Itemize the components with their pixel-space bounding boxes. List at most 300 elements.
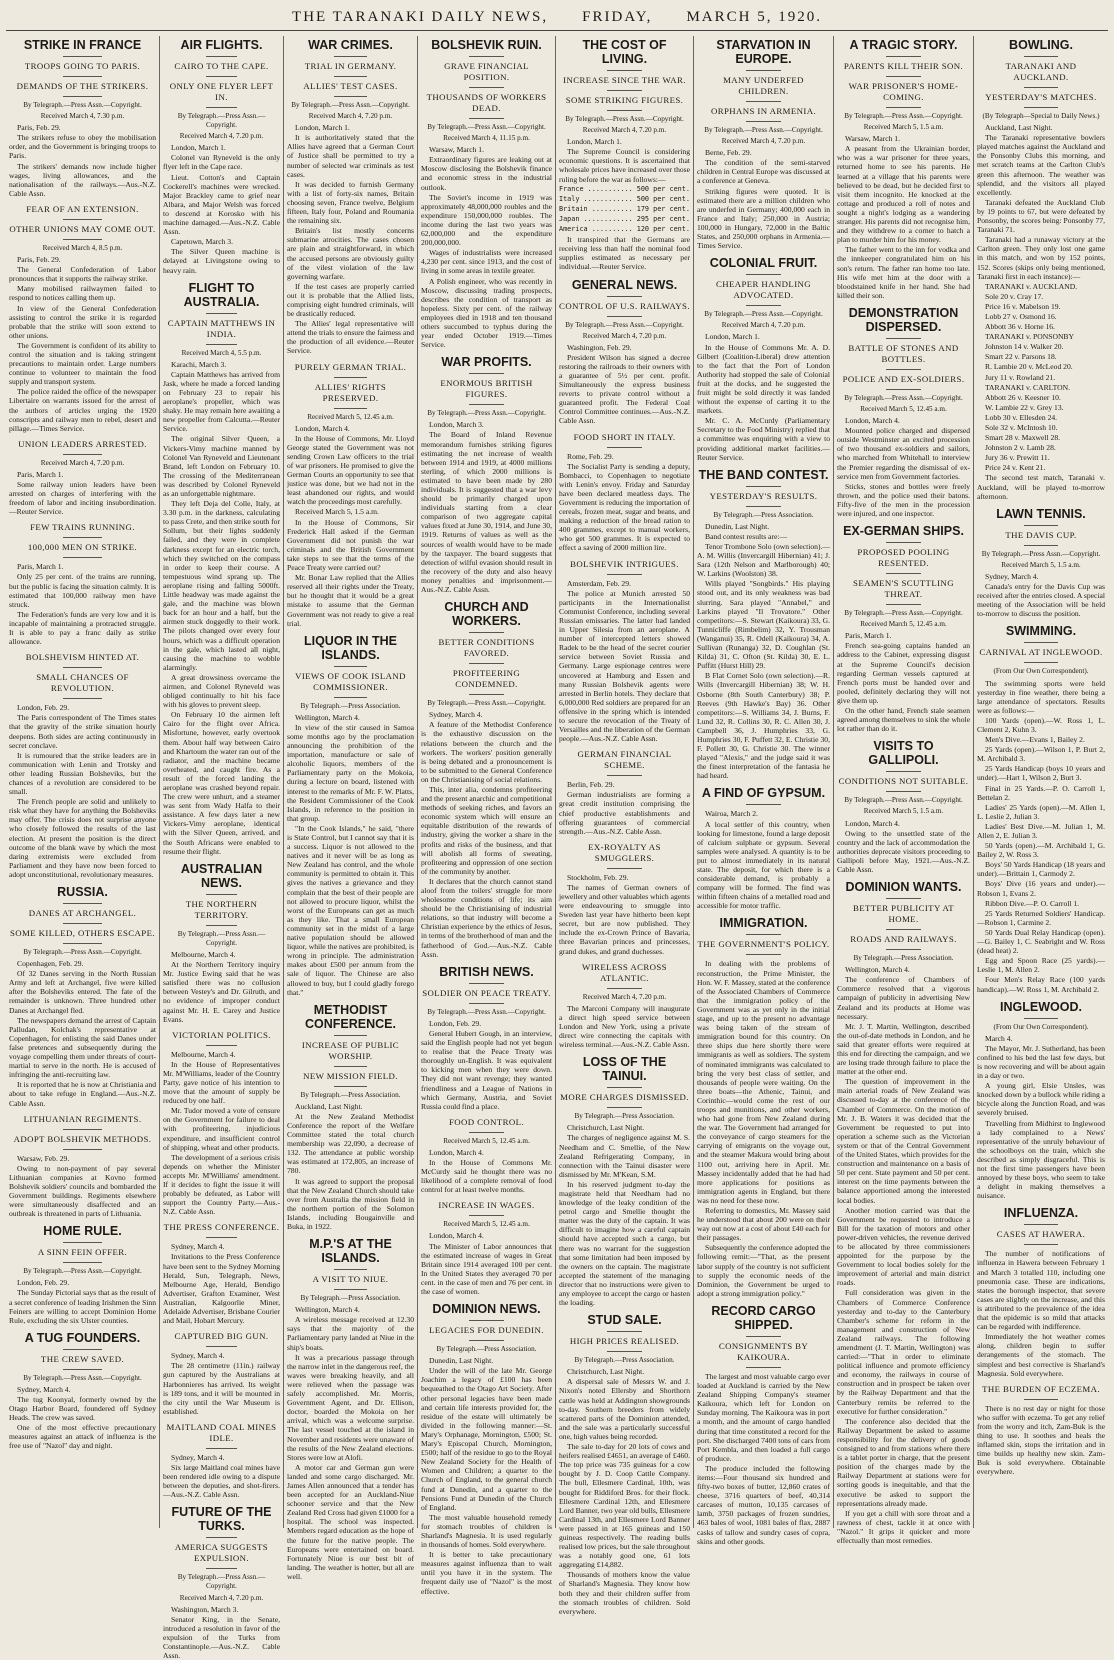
paragraph: Owing to non-payment of pay several Lithuanian companies at Kovno formed Bolshevik soldiers' councils and bombarded the Government buildings. Regiments elsewhere were simultaneously disaffected and an outbreak is threatened in parts of Lithuania. [9,1163,156,1219]
paragraph: The Minister of Labor announces that the estimated increase of wages in Great Britain since 1914 averaged 100 per cent. In the United States they averaged 70 per cent. in the case of men and 76 per cent. in the case of women. [421,1241,552,1296]
subheadline: PROFITEERING CONDEMNED. [452,668,521,690]
headline: RECORD CARGO SHIPPED. [711,1303,816,1332]
paragraph: Warsaw, March 1. [429,145,484,155]
article [287,38,414,356]
divider-rule [469,1340,503,1341]
article [697,916,830,1297]
divider-rule [607,447,641,448]
divider-rule [886,542,921,543]
subheadline: ONLY ONE FLYER LEFT IN. [169,81,274,102]
paragraph: 25 Yards Returned Soldiers' Handicap.—Robson 1, Carmine 2. [977,908,1105,927]
headline: A TUG FOUNDERS. [24,1330,141,1345]
subheadline: DEMANDS OF THE STRIKERS. [16,81,149,91]
paragraph: There is no rest day or night for those who suffer with eczema. To get any relief from the worry and itch, Zam-Buk is the thing to use. It soothes and heals the inflamed skin, stops the irritation and in time builds up healthy new skin. Zam-Buk is sold everywhere. Obtainable everywhere. [977,1403,1105,1477]
byline: By Telegraph.—Press Association. [300,701,401,710]
divider-rule [1024,1399,1057,1400]
subheadline: ADOPT BOLSHEVIK METHODS. [13,1133,152,1144]
subheadline: YESTERDAY'S MATCHES. [985,92,1097,102]
paragraph: At the New Zealand Methodist Conference the report of the Welfare Committee stated the total church membership was 22,090, a decrease of 132. The attendance at public worship was estimated at 172,805, an increase of 780. [287,1111,414,1176]
paragraph: Johnston 14 v. Walker 20. [985,342,1064,352]
paragraph: The sale to-day for 20 lots of cows and heifers realised £4651, an average of £460. The top price was 735 guineas for a cow bought by J. D. Coop Cattle Company. The bull, Ellesmere Cardinal, 10th, was bought for Riddiford Bros. for their flock. Ellesmere Cardinal 12th, and Ellesmere Lord Banner, two year old bulls, Ellesmere Cardinal 13th, and Ellesmere Lord Banner were passed in at 165 guineas and 150 guineas respectively. The reading bulls realised low prices, but the sale throughout was a notably good one, 61 lots aggregating £14,882. [559,1442,690,1570]
article [977,1384,1105,1477]
divider-rule [746,506,781,507]
subheadline: HIGH PRICES REALISED. [569,1336,680,1347]
article [697,38,830,250]
column-1 [6,36,160,1528]
paragraph: It was decided to furnish Germany with a list of forty-six names, Britain choosing seven, France twelve, Belgium fifteen, Italy four, Poland and Roumania the remaining six. [287,179,414,226]
subheadline: TARANAKI AND AUCKLAND. [1005,61,1077,82]
paragraph: The swimming sports were held yesterday in fine weather, there being a large attendance of spectators. Results were as follows:— [977,678,1105,715]
headline: BOLSHEVIK RUIN. [431,38,542,52]
divider-rule [746,954,781,955]
paragraph: "In the Cook Islands," he said, "there is State Control, but I cannot say that it is a success. Liquor is not allowed to the natives and it never will be as long as New Zealand has control, and the whole community is permitted to obtain it. This gives the natives a grievance and they complain that the best of their people are not allowed to procure liquor, whilst the worst of the Europeans can get as much as they like. That a small European community set in the midst of a large native population should be allowed liquor, while the natives are prohibited, is wrong in principle. The administration makes about £500 per annum from the sale of liquor. The Chinese are also allowed to buy, but I could gladly forego that." [287,823,414,997]
subheadline: SOME KILLED, OTHERS ESCAPE. [10,928,155,938]
paragraph: Johnston 2 v. Lamb 28. [985,443,1056,453]
article [697,256,830,462]
paragraph: A peasant from the Ukrainian border, who was a war prisoner for three years, returned home to see his parents. He learned at a village that his parents were believed to be dead, but he decided first to visit them incognito. He knocked at the cottage and produced a roll of notes and sought a night's lodging as a wandering stranger. His parents did not recognise him, and they withdrew to a corner to hatch a plan to murder him for his money. [837,144,970,245]
paragraph: The Allies' legal representative will attend the trials to ensure the fairness and the production of all evidence.—Reuter Service. [287,319,414,356]
paragraph: Wellington, March 4. [295,1305,360,1315]
headline: STUD SALE. [587,1313,662,1328]
headline: A TRAGIC STORY. [849,38,958,52]
divider-rule [886,107,921,108]
headline: BOWLING. [1009,38,1073,52]
divider-rule [746,1336,781,1337]
subheadline: INCREASE IN WAGES. [438,1200,535,1211]
divider-rule [607,1331,641,1332]
subheadline: CAPTURED BIG GUN. [174,1331,269,1342]
divider-rule [469,632,503,633]
paragraph: Under the will of the late Mr. George Joachim a legacy of £100 has been bequeathed to the Otago Art Society. After other personal legacies have been made and certain life interests provided for, the residue of the estate will ultimately be divided in the following manner:—St. Mary's Orphanage, Mornington, £500; St. Mary's Episcopal Church, Mornington, £500; half of the residue to go to the Royal New Zealand Society for the Health of Women and Children; a quarter to the Church of England, to the general church fund at Dunedin, and a quarter to the Pensions Fund at Dunedin of the Church of England. [421,1366,552,1512]
paragraph: Capetown, March 3. [171,237,233,247]
paragraph: At the Northern Territory inquiry Mr. Justice Ewing said that he was satisfied there was no collusion between Vestey's and Dr. Gilruth, and no evidence of improper conduct against Mr. H. E. Carey and Justice Evans. [163,960,280,1024]
paragraph: London, Feb. 29. [17,703,70,713]
paragraph: The police at Munich arrested 50 participants in the Internationalist Communist Conference, including several Russian emissaries. The latter had landed in Upper Silesia from an aeroplane. A number of intercepted letters showed Radek to be the head of the secret courier service between Soviet Russia and Germany. Large espionage centres were uncovered at Hamburg and Essen and many Russian Bolshevik agents were arrested in Berlin hotels. They declare that 6,000,000 Red soldiers are prepared for an offensive in the spring which is intended to secure the revocation of the Treaty of Versailles and the liberation of the German people.—Aus.-N.Z. Cable Assn. [559,588,690,744]
subheadline: EX-ROYALTY AS SMUGGLERS. [588,841,661,863]
subheadline: PARENTS KILL THEIR SON. [843,61,964,71]
received-time: Received March 5, 12.45 a.m. [443,1136,530,1145]
paragraph: The condition of the semi-starved children in Central Europe was discussed at a conference at Geneva. [697,158,830,186]
paragraph: America .......... 120 per cent. [559,225,690,234]
byline: By Telegraph.—Press Assn.—Copyright. [844,796,963,805]
subheadline: SOME STRIKING FIGURES. [565,95,684,105]
paragraph: W. Lambie 22 v. Grey 13. [985,402,1064,412]
byline: By Telegraph.—Press Assn.—Copyright. [427,123,546,131]
divider-rule [334,697,367,698]
paragraph: Paris, March 1. [17,469,64,479]
headline: DOMINION NEWS. [432,1302,541,1317]
paragraph: B Flat Cornet Solo (own selection).—R. Wills (Invercargill Hibernian) 38; W. H. Osborne (8th South Canterbury) 38; P. Reeves (9th Hawke's Bay) 36. Other competitors:—S. Williams 34, J. Burns, F. Lund 32, R. Collins 30, R. C. Allen 30, J. Campbell 36, J. Humphries 33, G. Humphries 30, F. Puffett 32, E. Christie 30, F. Pollett 30, G. Christie 30. The winner played "Alexis," and the judge said it was the finest interpretation of the fantasia he had heard. [697,671,830,781]
paragraph: Four Men's Relay Race (100 yards handicap).—W. Ross 1, M. Archibald 2. [977,975,1105,994]
subheadline: A SINN FEIN OFFER. [37,1247,128,1258]
paragraph: In view of the General Confederation assisting to control the strike it is regarded probable that the strike will soon extend to other unions. [9,303,156,340]
byline: By Telegraph.—Press Assn.—Copyright. [427,1007,546,1016]
paragraph: London, March 4. [845,818,900,828]
divider-rule [63,1242,101,1243]
byline: By Telegraph.—Press Assn.—Copyright. [981,549,1101,558]
divider-rule [206,76,236,77]
article [9,1224,156,1325]
paragraph: Karachi, March 3. [171,359,227,369]
article [421,1117,552,1195]
byline: (From Our Own Correspondent). [993,667,1089,676]
article [559,962,690,1050]
paragraph: The names of German owners of jewellery and other valuables which agents were endeavouring to smuggle into Sweden last year have hitherto been kept secret, but are now published. They include the ex-Crown Prince of Bavaria, three Bavarian princes and princesses, grand dukes, and grand duchesses. [559,882,690,956]
byline: By Telegraph.—Press Assn.—Copyright. [177,929,266,947]
paragraph: Christchurch, Last Night. [567,1367,645,1377]
headline: WAR PROFITS. [441,355,532,370]
article [9,885,156,1108]
divider-rule [63,219,101,220]
divider-rule [1024,525,1057,526]
paragraph: Captain Matthews has arrived from Jask, where he made a forced landing on February 23 to repair his aeroplane's propeller, which was shaky. He may remain here awaiting a new propeller from Calcutta.—Reuter Service. [163,369,280,434]
headline: FUTURE OF THE TURKS. [171,1505,272,1534]
paragraph: Ladies' Best Dive.—M. Julian 1, M. Allen 2, E. Julian 3. [977,821,1105,840]
paragraph: Mounted police charged and dispersed outside Westminster an excited procession of two thousand ex-soldiers and sailors, who marched from Whitehall to interview the Premier regarding the dismissal of ex-service men from Government factories. [837,426,970,481]
divider-rule [1024,545,1057,546]
paragraph: Britain .......... 179 per cent. [559,204,690,213]
article [163,38,280,275]
paragraph: The conference also decided that the Railway Department be asked to assume responsibility for the delivery of goods consigned to and from stations where there is a tablet porter in charge, that the present position of the charges made by the Railway Department at stations were for sorting goods is inequitable, and that the executive be asked to support the representations already made. [837,1416,970,1508]
paragraph: Sydney, March 4. [17,1384,71,1394]
paragraph: Italy ............ 500 per cent. [559,194,690,203]
paragraph: Christchurch, Last Night. [567,1123,645,1133]
paragraph: Tenor Trombone Solo (own selection).—A. M. Willis (Invercargill Hibernian) 41; J. Sara (12th Nelson and Marlborough) 40; W. Larkins (Woolston) 38. [697,542,830,579]
paragraph: Lobb 27 v. Osmond 16. [985,311,1057,321]
article [837,524,970,733]
paragraph: Melbourne, March 4. [171,949,236,959]
paragraph: A feature of the Methodist Conference is the exhaustive discussion on the relations between the church and the workers. The workers' position generally is being debated and a pronouncement is to be submitted to the General Conference on the Christianising of social relations. [421,720,552,784]
paragraph: Wellington, March 4. [845,965,910,975]
divider-rule [886,771,921,772]
article [421,38,552,349]
paragraph: The Marconi Company will inaugurate a direct high speed service between London and New York, using a private direct wire connecting the capitals with wireless terminal.—Aus.-N.Z. Cable Assn. [559,1003,690,1050]
byline: By Telegraph.—Press Assn.—Copyright. [565,320,684,329]
divider-rule [886,929,921,930]
paragraph: Washington, Feb. 29. [567,342,632,352]
subheadline: A VISIT TO NIUE. [312,1274,389,1285]
divider-rule [607,574,641,575]
paragraph: Dunedin, Last Night. [705,521,770,531]
divider-rule [886,791,921,792]
paragraph: Band contest results are:— [705,531,788,541]
paragraph: Mr. Bonar Law replied that the Allies reserved all their rights under the Treaty, but he thought that it would be a great mistake to assume that the German Government was not ready to give a real trial. [287,573,414,628]
paragraph: TARANAKI v. PONSONBY [985,332,1074,342]
divider-rule [746,1367,781,1368]
paragraph: Washington, March 3. [171,1604,239,1614]
paragraph: On the other hand, French stale seamen agreed among themselves to sink the whole lot rather than do it. [837,706,970,734]
paragraph: It was a precarious passage through the narrow inlet in the dangerous reef, the waves were breaking heavily, and all were relieved when the passage was safely accomplished. Mr. Morris, Government Agent, and Dr. Ellison, doctor, boarded the Mokoia on her arrival, which was a welcome surprise. The last vessel touched at the island in November and residents were unaware of the results of the New Zealand elections. Stores were low at Alofi. [287,1352,414,1462]
paragraph: London, March 1. [171,143,226,153]
paragraph: Some railway union leaders have been arrested on charges of interfering with the freedom of labor and inciting insubordination.—Reuter Service. [9,480,156,517]
divider-rule [469,983,503,984]
divider-rule [886,369,921,370]
paragraph: Taranaki defeated the Auckland Club by 19 points to 67, but were defeated by Ponsonby, the scores being: Ponsonby 77, Taranaki 71. [977,197,1105,235]
paragraph: London, March 4. [845,416,900,426]
divider-rule [886,56,921,57]
divider-rule [334,1289,367,1290]
subheadline: SEAMEN'S SCUTTLING THREAT. [853,578,954,600]
received-time: Received March 5, 12.45 a.m. [307,412,394,421]
paragraph: Colonel van Ryneveld is the only flyer left in the Cape race. [163,153,280,172]
paragraph: Only 25 per cent. of the trains are running, but the public is facing the situation calmly. It is estimated that 100,000 railway men have struck. [9,572,156,609]
article [9,204,156,433]
subheadline: UNION LEADERS ARRESTED. [18,438,147,449]
divider-rule [334,666,367,667]
divider-rule [334,1035,367,1036]
subheadline: SMALL CHANCES OF REVOLUTION. [36,672,129,694]
paragraph: Sole 20 v. Cray 17. [985,291,1044,301]
paragraph: German industrialists are forming a great credit institution comprising the chief productive establishments and offering guarantees of commercial strength.—Aus.-N.Z. Cable Assn. [559,790,690,836]
received-time: Received March 4, 7.20 p.m. [721,137,806,146]
divider-rule [63,56,101,57]
article [559,432,690,553]
paragraph: It is better to take precautionary measures against influenza than to wait until you have it in the system. The frequent daily use of "Nazol" is the most effective. [421,1550,552,1596]
paragraph: The General Confederation of Labor pronounces that it supports the railway strike. [9,265,156,284]
subheadline: BOLSHEVIK INTRIGUES. [570,558,679,569]
divider-rule [334,1066,367,1067]
paragraph: Wairoa, March 2. [705,809,758,819]
divider-rule [63,1129,101,1130]
column-8 [974,36,1108,1528]
divider-rule [746,70,781,71]
subheadline: WIRELESS ACROSS ATLANTIC. [582,961,667,983]
subheadline: GRAVE FINANCIAL POSITION. [444,61,529,82]
received-time: Received March 5, 12.45 a.m. [860,404,947,413]
paragraph: In the House of Representatives Mr. M'Williams, leader of the Country Party, gave notice of his intention to move that the amount of supply be reduced by one half. [163,1059,280,1106]
subheadline: THE BURDEN OF ECZEMA. [982,1383,1100,1394]
paragraph: In the House of Commons, Mr. Lloyd George stated the Government was not sending Crown Law officers to the trial of war prisoners. He promised to give the German Courts an opportunity to see that justice was done, but we had not in the least abandoned our rights, and would watch the proceedings most carefully. [287,433,414,507]
paragraph: The strikers refuse to obey the mobilisation order, and the Government is bringing troops to Paris. [9,133,156,161]
divider-rule [206,313,236,314]
paragraph: It is reported that he is now at Christiania and about to take refuge in England.—Aus.-N.Z. Cable Assn. [9,1080,156,1108]
headline: DEMONSTRATION DISPERSED. [848,305,959,334]
paragraph: 50 Yards (open).—M. Archibald 1, G. Bailey 2, W. Ross 3. [977,841,1105,860]
paragraph: Stockholm, Feb. 29. [567,872,629,882]
received-time: Received March 5, 1.5 a.m. [863,123,944,132]
paragraph: Abbott 36 v. Horne 16. [985,322,1055,332]
subheadline: FOOD SHORT IN ITALY. [573,431,676,442]
paragraph: Auckland, Last Night. [295,1101,363,1111]
paragraph: The Socialist Party is sending a deputy, Bombacci, to Copenhagen to negotiate with Lenin's envoy. Friday and Saturday have been declared meatless days. The Government is reducing the importation of cereals, frozen meat, sugar and beans, and making a reduction of the bread ration to 400 grammes, except to manual workers, who get 500 grammes. It is expected to effect a saving of 2000 million lire. [559,461,690,553]
subheadline: INCREASE SINCE THE WAR. [563,75,686,85]
received-time: Received March 5, 1.5 a.m. [863,807,944,816]
divider-rule [206,56,236,57]
paragraph: The development of a serious crisis depends on whether the Minister accepts Mr. M'Williams' amendment. If it decides to fight the issue it will probably be defeated, as Labor will support the Country Party.—Aus.-N.Z. Cable Assn. [163,1152,280,1217]
paragraph: Amsterdam, Feb. 29. [567,578,631,588]
divider-rule [607,868,641,869]
divider-rule [206,1237,236,1238]
column-5 [556,36,694,1616]
byline: By Telegraph.—Press Assn.—Copyright. [844,112,963,120]
subheadline: ALLIES' RIGHTS PRESERVED. [314,381,387,403]
paragraph: A young girl, Elsie Unsles, was knocked down by a bullock while riding a bicycle along the Junction Road, and was severely bruised. [977,1081,1106,1118]
paragraph: Abbott 26 v. Keesner 10. [985,392,1061,402]
divider-rule [746,934,781,935]
article [9,652,156,879]
paragraph: Received March 5, 1.5 a.m. [295,507,379,517]
divider-rule [334,96,367,97]
divider-rule [607,1087,641,1088]
article [287,1237,414,1581]
subheadline: THE PRESS CONFERENCE. [163,1222,280,1233]
paragraph: Another motion carried was that the Government be requested to introduce a Bill for the taxation of motors and other power-driven vehicles, the revenue derived to be allocated by three commissioners appointed for the purpose by the Government to local bodies solely for the improvement of arterial and main district roads. [837,1205,970,1288]
received-time: Received March 5, 1.5 a.m. [1001,560,1081,569]
subheadline: CARNIVAL AT INGLEWOOD. [979,647,1103,658]
paragraph: It is rumoured that the strike leaders are in communication with Lenin and Trotsky and other leading Russian Bolsheviks, but the chances of a revolution are considered to be small. [9,750,156,797]
headline: LAWN TENNIS. [996,506,1086,521]
article [163,1030,280,1217]
divider-rule [63,557,101,558]
paragraph: A local settler of this country, when looking for limestone, found a large deposit of calcium sulphate or gypsum. Several samples were analysed. A quantity is to be put to almost immediately in its natural state. The deposit, for which there is a considerable demand, is probably a company will be formed. The find was within fifteen chains of a metalled road and accessible for motor traffic. [697,819,830,911]
byline: By Telegraph.—Press Association. [300,1294,401,1303]
byline: By Telegraph.—Press Association. [436,1345,537,1354]
column-7 [834,36,974,1545]
divider-rule [63,1262,101,1263]
headline: EX-GERMAN SHIPS. [843,524,964,539]
article [163,1222,280,1325]
divider-rule [63,903,101,904]
headline: INFLUENZA. [1003,1206,1079,1221]
divider-rule [746,804,781,805]
paragraph: Warsaw, March 1. [845,134,900,144]
paragraph: Full consideration was given in the Chambers of Commerce Conference yesterday and to-day to the Canterbury Chamber's scheme for reform in the management and construction of New Zealand railways. The following amendment (J. T. Martin, Wellington) was carried:—"That in order to eliminate political influence and promote efficiency and economy, the railways in course of construction and in prospect be taken over by the Railway Department and that the Canterbury remits be referred to the executive for further consideration." [837,1288,970,1416]
divider-rule [1024,1244,1057,1245]
subheadline: AMERICA SUGGESTS EXPULSION. [174,1542,269,1564]
divider-rule [206,107,236,108]
paragraph: Copenhagen, Feb. 29. [17,959,84,969]
received-time: Received March 5, 12.45 a.m. [443,1220,530,1229]
subheadline: DANES AT ARCHANGEL. [28,908,137,918]
headline: SWIMMING. [1005,624,1077,639]
paragraph: In the House of Commons, Sir Frederick Hall asked if the German Government did not punish the war criminals and the British Government take steps to see that the terms of the Peace Treaty were carried out? [287,517,414,573]
divider-rule [607,775,641,776]
paragraph: Sole 32 v. McIntosh 10. [985,423,1058,432]
paragraph: This, inter alia, condemns profiteering and the present anarchic and competitional methods of seeking riches, and favors an economic system which will ensure an equitable distribution of the rewards of industry, giving the worker a share in the profits and risks of the business, and that will abolish all forms of sweating, profiteering and oppression of one section of the community by another. [421,784,552,876]
paragraph: London, March 1. [295,123,350,133]
subheadline: THOUSANDS OF WORKERS DEAD. [426,92,547,113]
paragraph: Sydney, March 4. [171,1351,225,1361]
byline: By Telegraph.—Press Assn.—Copyright. [704,310,823,319]
divider-rule [469,694,503,695]
headline: INGLEWOOD. [1000,999,1082,1014]
received-time: Received March 4, 8.5 p.m. [42,243,123,252]
subheadline: CHEAPER HANDLING ADVOCATED. [715,279,812,301]
divider-rule [63,96,101,97]
article [287,1003,414,1231]
byline: By Telegraph.—Press Assn.—Copyright. [177,112,266,130]
received-time: Received March 4, 7.20 p.m. [582,331,667,340]
paragraph: Auckland, Last Night. [985,123,1053,133]
paragraph: Paris, March 1. [17,562,64,572]
article [421,1200,552,1296]
paragraph: It is authoritatively stated that the Allies have agreed that a German Court of Justice shall be permitted to try a number of selected war criminals as test cases. [287,133,414,179]
paragraph: London, March 1. [705,332,760,342]
byline: By Telegraph.—Press Association. [853,954,954,963]
divider-rule [206,894,236,895]
paragraph: Taranaki had a runaway victory at the Carlton green. They only lost one game in this match, and won by 152 points, 152. Scores (skips only being mentioned, Taranaki first in each instance):— [977,235,1105,281]
headline: FLIGHT TO AUSTRALIA. [183,280,260,309]
subheadline: ENORMOUS BRITISH FIGURES. [440,378,533,400]
byline: By Telegraph.—Press Assn.—Copyright. [844,609,963,618]
column-3 [284,36,418,1581]
article [163,1331,280,1416]
paragraph: Ribbon Dive.—P. O. Carroll 1. [985,898,1080,908]
article [977,507,1105,619]
subheadline: CONTROL OF U.S. RAILWAYS. [559,300,690,311]
received-time: Received March 4, 7.20 p.m. [179,1593,264,1602]
paragraph: 100 Yards (open).—W. Ross 1, L. Clement 2, Kuhn 3. [977,715,1105,734]
paragraph: The charges of negligence against M. S. Needham and C. Smellie, of the New Zealand Refrigerating Company, in connection with the Tainui disaster were dismissed by Mr. M'Kean, S.M. [559,1133,690,1179]
subheadline: FEAR OF AN EXTENSION. [26,203,139,214]
paragraph: Smart 28 v. Maxwell 28. [985,433,1061,443]
paragraph: They left Deja del Colle, Italy, at 3.30 p.m. in the darkness, calculating to pass Crete, and then strike south for Sollum, but their lights suddenly failed, and they were in complete darkness except for an electric torch, which they switched on the compass in order to keep their course. A tempestuous wind sprang up. The aeroplane rising and falling 5000ft. Little headway was made against the gale, and the machine was blown back for an hour and a half, but the airmen stuck doggedly to their work. The pilots changed over every four hours, which was a difficult operation in the gale, which lasted all night, causing the machine to wobble alarmingly. [163,499,280,672]
paragraph: The Silver Queen machine is delayed at Livingstone owing to heavy rain. [163,247,280,275]
subheadline: FEW TRAINS RUNNING. [30,522,135,533]
paragraph: London, March 3. [429,420,484,430]
paragraph: France ........... 500 per cent. [559,184,690,193]
subheadline: MAITLAND COAL MINES IDLE. [166,1421,277,1443]
divider-rule [886,76,921,77]
received-time: Received March 4, 7.20 p.m. [582,992,667,1001]
paragraph: Subsequently the conference adopted the following remit:—"That, as the present labor supply of the country is not sufficient to supply the economic needs of the Dominion, the Government be urged to adopt a strong immigration policy." [697,1243,830,1298]
paragraph: Jury 36 v. Prewitt 11. [985,453,1050,463]
subheadline: LITHUANIAN REGIMENTS. [23,1113,142,1124]
article [163,1505,280,1660]
paragraph: Rome, Feb. 29. [567,451,614,461]
subheadline: LEGACIES FOR DUNEDIN. [429,1325,544,1336]
paragraph: Senator King, in the Senate, introduced a resolution in favor of the expulsion of the Turks from Constantinople.—Aus.-N.Z. Cable Assn. [163,1614,280,1660]
paragraph: The most valuable household remedy for stomach troubles of children is Sharland's Magnesia. It is used regularly in thousands of homes. Sold everywhere. [421,1512,552,1550]
received-time: Received March 5, 12.45 a.m. [860,620,947,629]
paragraph: Referring to domestics, Mr. Massey said he understood that about 200 were on their way out now at a cost of about £40 each for their passages. [697,1206,830,1243]
divider-rule [1024,642,1057,643]
received-time: Received March 4, 11.15 p.m. [443,134,530,143]
divider-rule [607,988,641,989]
received-time: Received March 4, 7.20 p.m. [179,132,264,141]
divider-rule [63,698,101,699]
paragraph: Sticks, stones and bottles were freely thrown, and the police used their batons. Fifty-five of the men in the procession were injured, and one inspector. [837,481,970,518]
headline: STRIKE IN FRANCE [23,38,142,52]
paragraph: It declares that the church cannot stand aloof from the toilers' struggle for more wholesome conditions of life; its aim should be the Christianising of industrial relations, so that industry will become a Christian experience by the ethics of Jesus, in terms of the brotherhood of man and the fatherhood of God.—Aus.-N.Z. Cable Assn. [421,876,552,959]
article [559,749,690,836]
divider-rule [607,296,641,297]
paragraph: French sea-going captains handed an address to the Cabinet, expressing disgust at the Supreme Council's decision regarding German vessels captured at French ports must be handed over and pooled, definitely declaring they will not give them up. [837,641,970,705]
headline: COLONIAL FRUIT. [709,256,818,271]
article [559,559,690,744]
divider-rule [206,1537,236,1538]
paragraph: The Supreme Council is considering economic questions. It is ascertained that wholesale prices have increased over those ruling before the war as follows:— [559,147,690,184]
paragraph: Invitations to the Press Conference have been sent to the Sydney Morning Herald, Sun, Telegraph, News, Melbourne Age, Herald, Bendigo Advertiser, Grafton Examiner, West Australian, Kalgoorlie Miner, Adelaide Advertiser, Brisbane Courier and Mail, Hobart Mercury. [163,1252,280,1326]
paragraph: March 4. [985,1033,1013,1043]
divider-rule [1024,662,1057,663]
paragraph: Thousands of mothers know the value of Sharland's Magnesia. They know how both they and their children suffer from the stomach troubles of children. Sold everywhere. [559,1570,690,1616]
paragraph: Ladies' 25 Yards (open).—M. Allen 1, L. Leslie 2, Julian 3. [977,802,1105,821]
paragraph: A wireless message received at 12.30 says that the majority of the Parliamentary party landed at Niue in the ship's boats. [287,1315,414,1352]
headline: CHURCH AND WORKERS. [444,600,529,629]
paragraph: Striking figures were quoted. It is estimated there are a million children who are underfed in Germany; 400,000 each in France and Italy; 250,000 in Austria; 100,000 in Hungary, 72,000 in the Baltic States, and 250,000 orphans in Armenia.—Times Service. [697,186,830,251]
paragraph: If the test cases are properly carried out it is probable that the Allied lists, comprising eight hundred criminals, will be drastically reduced. [287,281,414,319]
paragraph: Melbourne, March 4. [171,1049,236,1059]
byline: By Telegraph.—Press Association. [574,1356,675,1365]
paragraph: R. Lambie 20 v. McLeod 20. [985,362,1073,372]
headline: BRITISH NEWS. [439,964,534,979]
article [287,362,414,628]
headline: LOSS OF THE TAINUI. [582,1055,667,1084]
divider-rule [607,1351,641,1352]
paragraph: The French people are solid and unlikely to risk what they have for anything the Bolsheviks may offer. The crisis does not surprise anyone who closely followed the results of the last election. At present the position is the direct outcome of the blank wave by which the most daring extremists were excluded from Parliament and they have now been forced to adopt unconstitutional, revolutionary measures. [9,797,156,879]
divider-rule [469,1215,503,1216]
